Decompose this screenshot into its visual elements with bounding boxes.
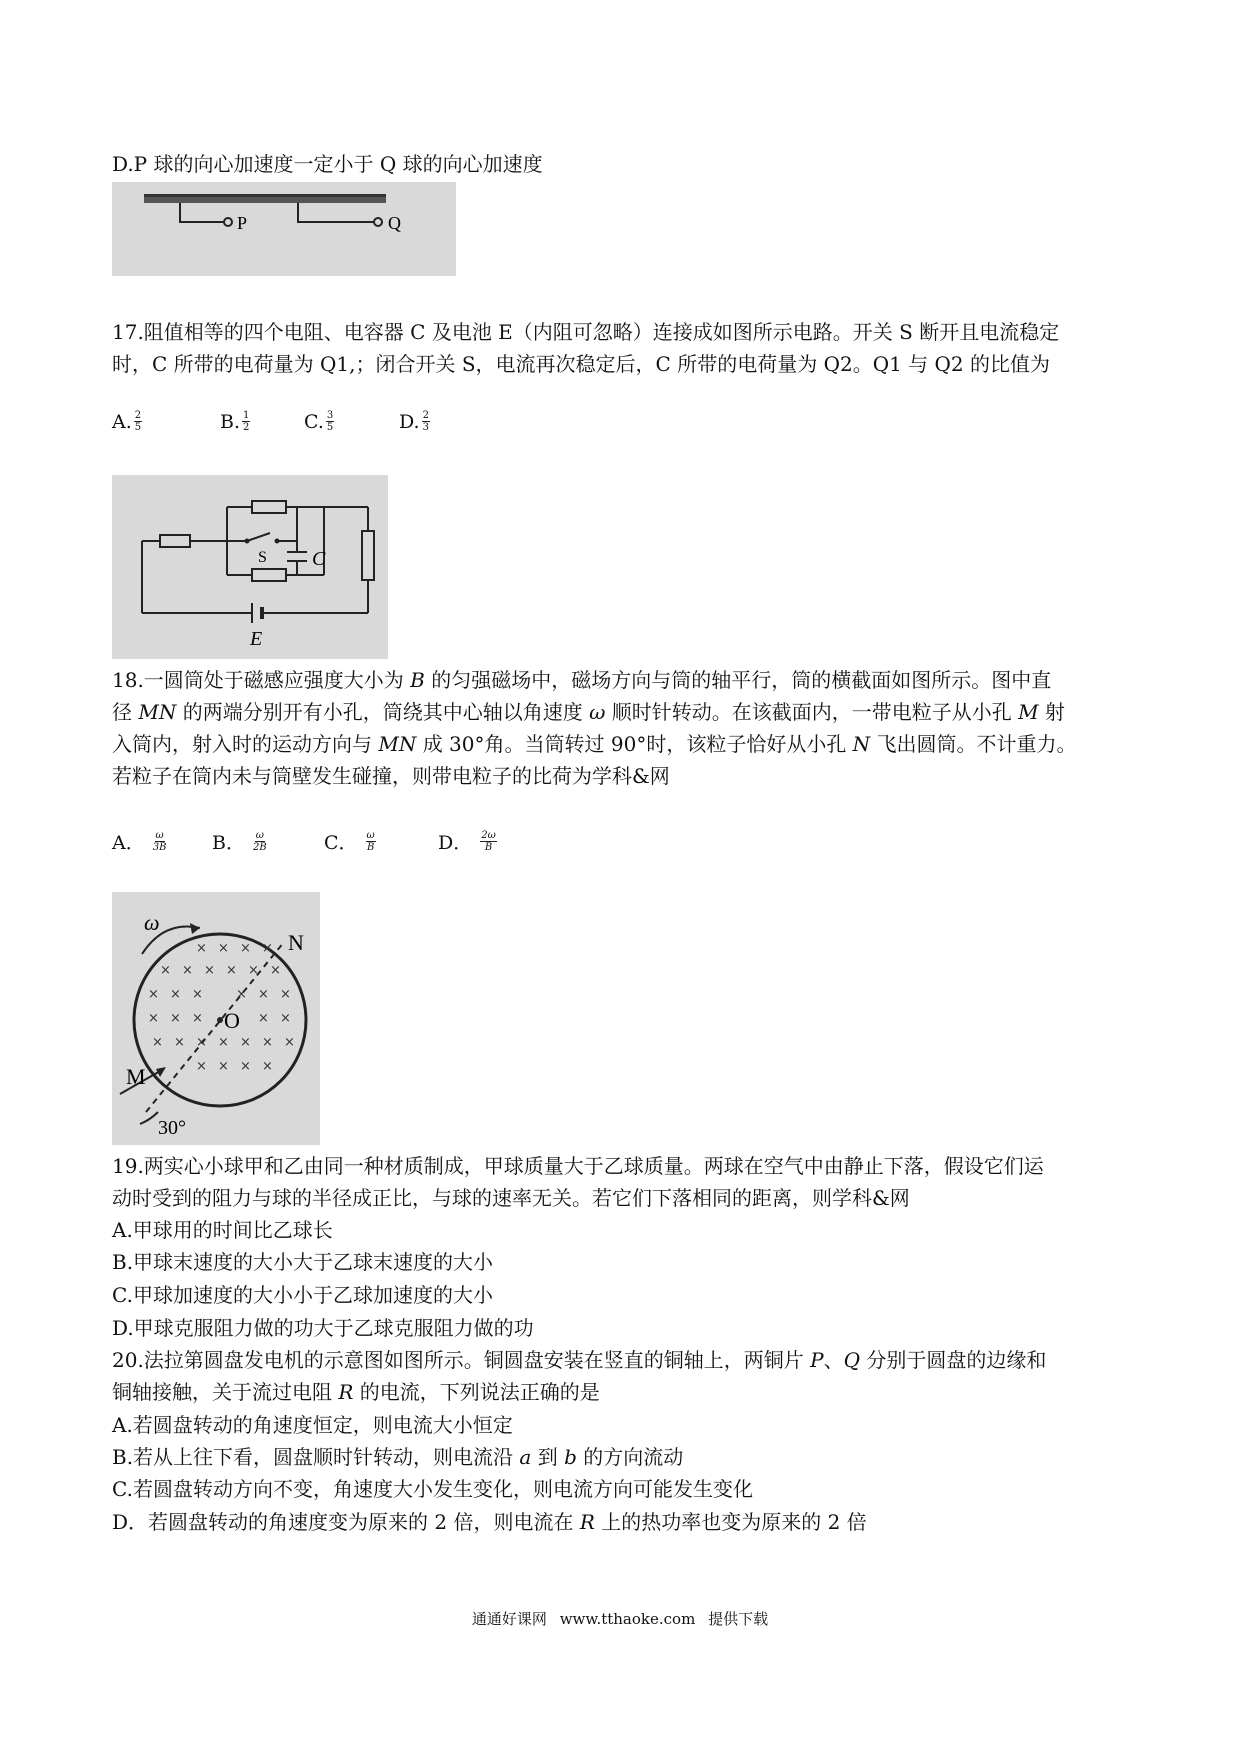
- ball-p: [224, 218, 232, 226]
- label-c: C: [312, 548, 326, 570]
- q18-stem-line2: 径 MN 的两端分别开有小孔，筒绕其中心轴以角速度 ω 顺时针转动。在该截面内，一带电粒子从小孔 M 射: [112, 700, 1065, 724]
- q19-option-c: C.甲球加速度的大小小于乙球加速度的大小: [112, 1283, 493, 1307]
- label-s: S: [258, 549, 267, 566]
- svg-text:×: ×: [248, 963, 259, 978]
- svg-text:×: ×: [196, 941, 207, 956]
- label-e: E: [250, 628, 263, 650]
- q20-option-c: C.若圆盘转动方向不变，角速度大小发生变化，则电流方向可能发生变化: [112, 1477, 753, 1501]
- resistor-1: [160, 535, 190, 547]
- svg-text:×: ×: [196, 1059, 207, 1074]
- q20-option-b: B.若从上往下看，圆盘顺时针转动，则电流沿 a 到 b 的方向流动: [112, 1445, 684, 1469]
- svg-text:×: ×: [218, 1035, 229, 1050]
- q18-option-d: D． $\frac{2\omega}{B}$: [438, 830, 496, 854]
- svg-text:×: ×: [204, 963, 215, 978]
- svg-text:×: ×: [170, 1011, 181, 1026]
- q20-stem-line2: 铜轴接触，关于流过电阻 R 的电流，下列说法正确的是: [112, 1380, 600, 1404]
- svg-text:×: ×: [262, 1035, 273, 1050]
- svg-text:×: ×: [240, 1035, 251, 1050]
- resistor-4: [362, 531, 374, 580]
- q17-option-c: C. $\frac{3}{5}$: [304, 410, 334, 433]
- resistor-2: [252, 501, 286, 513]
- svg-text:×: ×: [284, 1035, 295, 1050]
- svg-text:×: ×: [160, 963, 171, 978]
- q20-stem-line1: 20.法拉第圆盘发电机的示意图如图所示。铜圆盘安装在竖直的铜轴上，两铜片 P、Q 分别于圆盘的边缘和: [112, 1348, 1047, 1372]
- q18-stem-line1: 18.一圆筒处于磁感应强度大小为 B 的匀强磁场中，磁场方向与筒的轴平行，筒的横截面如图所示。图中直: [112, 668, 1052, 692]
- q17-circuit-figure: [112, 475, 388, 659]
- label-p: P: [237, 213, 248, 233]
- label-m: M: [126, 1064, 146, 1089]
- svg-text:×: ×: [196, 1035, 207, 1050]
- svg-text:×: ×: [258, 987, 269, 1002]
- svg-text:×: ×: [240, 1059, 251, 1074]
- q-rod: [298, 203, 374, 222]
- q17-option-d: D. $\frac{2}{3}$: [399, 410, 429, 433]
- svg-text:×: ×: [174, 1035, 185, 1050]
- svg-text:×: ×: [218, 941, 229, 956]
- label-angle: 30°: [158, 1117, 186, 1139]
- rotation-arrow-icon: [190, 923, 200, 934]
- svg-text:×: ×: [192, 1011, 203, 1026]
- svg-text:×: ×: [240, 941, 251, 956]
- svg-text:×: ×: [236, 987, 247, 1002]
- q18-cylinder-figure: [112, 892, 320, 1145]
- label-q: Q: [388, 213, 401, 233]
- p-rod: [180, 203, 224, 222]
- q20-option-a: A.若圆盘转动的角速度恒定，则电流大小恒定: [112, 1413, 513, 1437]
- label-n: N: [288, 930, 304, 955]
- label-o: O: [224, 1008, 240, 1033]
- q17-options: [112, 410, 459, 433]
- magnetic-field-marks: [148, 941, 295, 1074]
- label-omega: ω: [144, 910, 160, 935]
- q19-stem-line2: 动时受到的阻力与球的半径成正比，与球的速率无关。若它们下落相同的距离，则学科&网: [112, 1186, 910, 1210]
- q17-option-a: A. $\frac{2}{5}$: [112, 410, 142, 433]
- svg-text:×: ×: [258, 1011, 269, 1026]
- particle-arrow-icon: [156, 1067, 166, 1077]
- q17-stem-line2: 时，C 所带的电荷量为 Q1,；闭合开关 S，电流再次稳定后，C 所带的电荷量为 Q2。Q1 与 Q2 的比值为: [112, 352, 1051, 376]
- ball-q: [374, 218, 382, 226]
- q19-stem-line1: 19.两实心小球甲和乙由同一种材质制成，甲球质量大于乙球质量。两球在空气中由静止下落，假设它们运: [112, 1154, 1044, 1178]
- svg-text:×: ×: [192, 987, 203, 1002]
- svg-text:×: ×: [226, 963, 237, 978]
- footer-site: 通通好课网: [471, 1610, 547, 1628]
- q19-option-d: D.甲球克服阻力做的功大于乙球克服阻力做的功: [112, 1316, 534, 1340]
- q19-option-a: A.甲球用的时间比乙球长: [112, 1218, 333, 1242]
- svg-text:×: ×: [148, 987, 159, 1002]
- resistor-3: [252, 569, 286, 581]
- footer-note: 提供下载: [708, 1610, 769, 1628]
- q20-option-d: D．若圆盘转动的角速度变为原来的 2 倍，则电流在 R 上的热功率也变为原来的 2 倍: [112, 1510, 867, 1534]
- svg-text:×: ×: [262, 941, 273, 956]
- switch-contact: [245, 539, 250, 544]
- center-o: [217, 1017, 223, 1023]
- q19-option-b: B.甲球末速度的大小大于乙球末速度的大小: [112, 1250, 494, 1274]
- q18-option-b: B． $\frac{\omega}{2B}$: [212, 830, 267, 854]
- q17-stem-line1: 17.阻值相等的四个电阻、电容器 C 及电池 E（内阻可忽略）连接成如图所示电路。开关 S 断开且电流稳定: [112, 320, 1060, 344]
- q17-option-b: B. $\frac{1}{2}$: [220, 410, 250, 433]
- footer-url[interactable]: www.tthaoke.com: [559, 1610, 696, 1628]
- svg-text:×: ×: [182, 963, 193, 978]
- q18-stem-line4: 若粒子在筒内未与筒壁发生碰撞，则带电粒子的比荷为学科&网: [112, 764, 670, 788]
- q18-options: [112, 828, 518, 855]
- svg-text:×: ×: [262, 1059, 273, 1074]
- page-footer: [0, 1608, 1240, 1629]
- q18-option-c: C． $\frac{\omega}{B}$: [324, 830, 375, 854]
- q16-figure: [112, 182, 456, 276]
- q18-stem-line3: 入筒内，射入时的运动方向与 MN 成 30°角。当筒转过 90°时，该粒子恰好从小孔 N 飞出圆筒。不计重力。: [112, 732, 1077, 756]
- svg-text:×: ×: [270, 963, 281, 978]
- svg-text:×: ×: [170, 987, 181, 1002]
- svg-text:×: ×: [218, 1059, 229, 1074]
- svg-text:×: ×: [280, 987, 291, 1002]
- svg-text:×: ×: [280, 1011, 291, 1026]
- q18-option-a: A． $\frac{\omega}{3B}$: [112, 830, 167, 854]
- svg-text:×: ×: [152, 1035, 163, 1050]
- q16-option-d: D.P 球的向心加速度一定小于 Q 球的向心加速度: [112, 152, 543, 176]
- svg-text:×: ×: [148, 1011, 159, 1026]
